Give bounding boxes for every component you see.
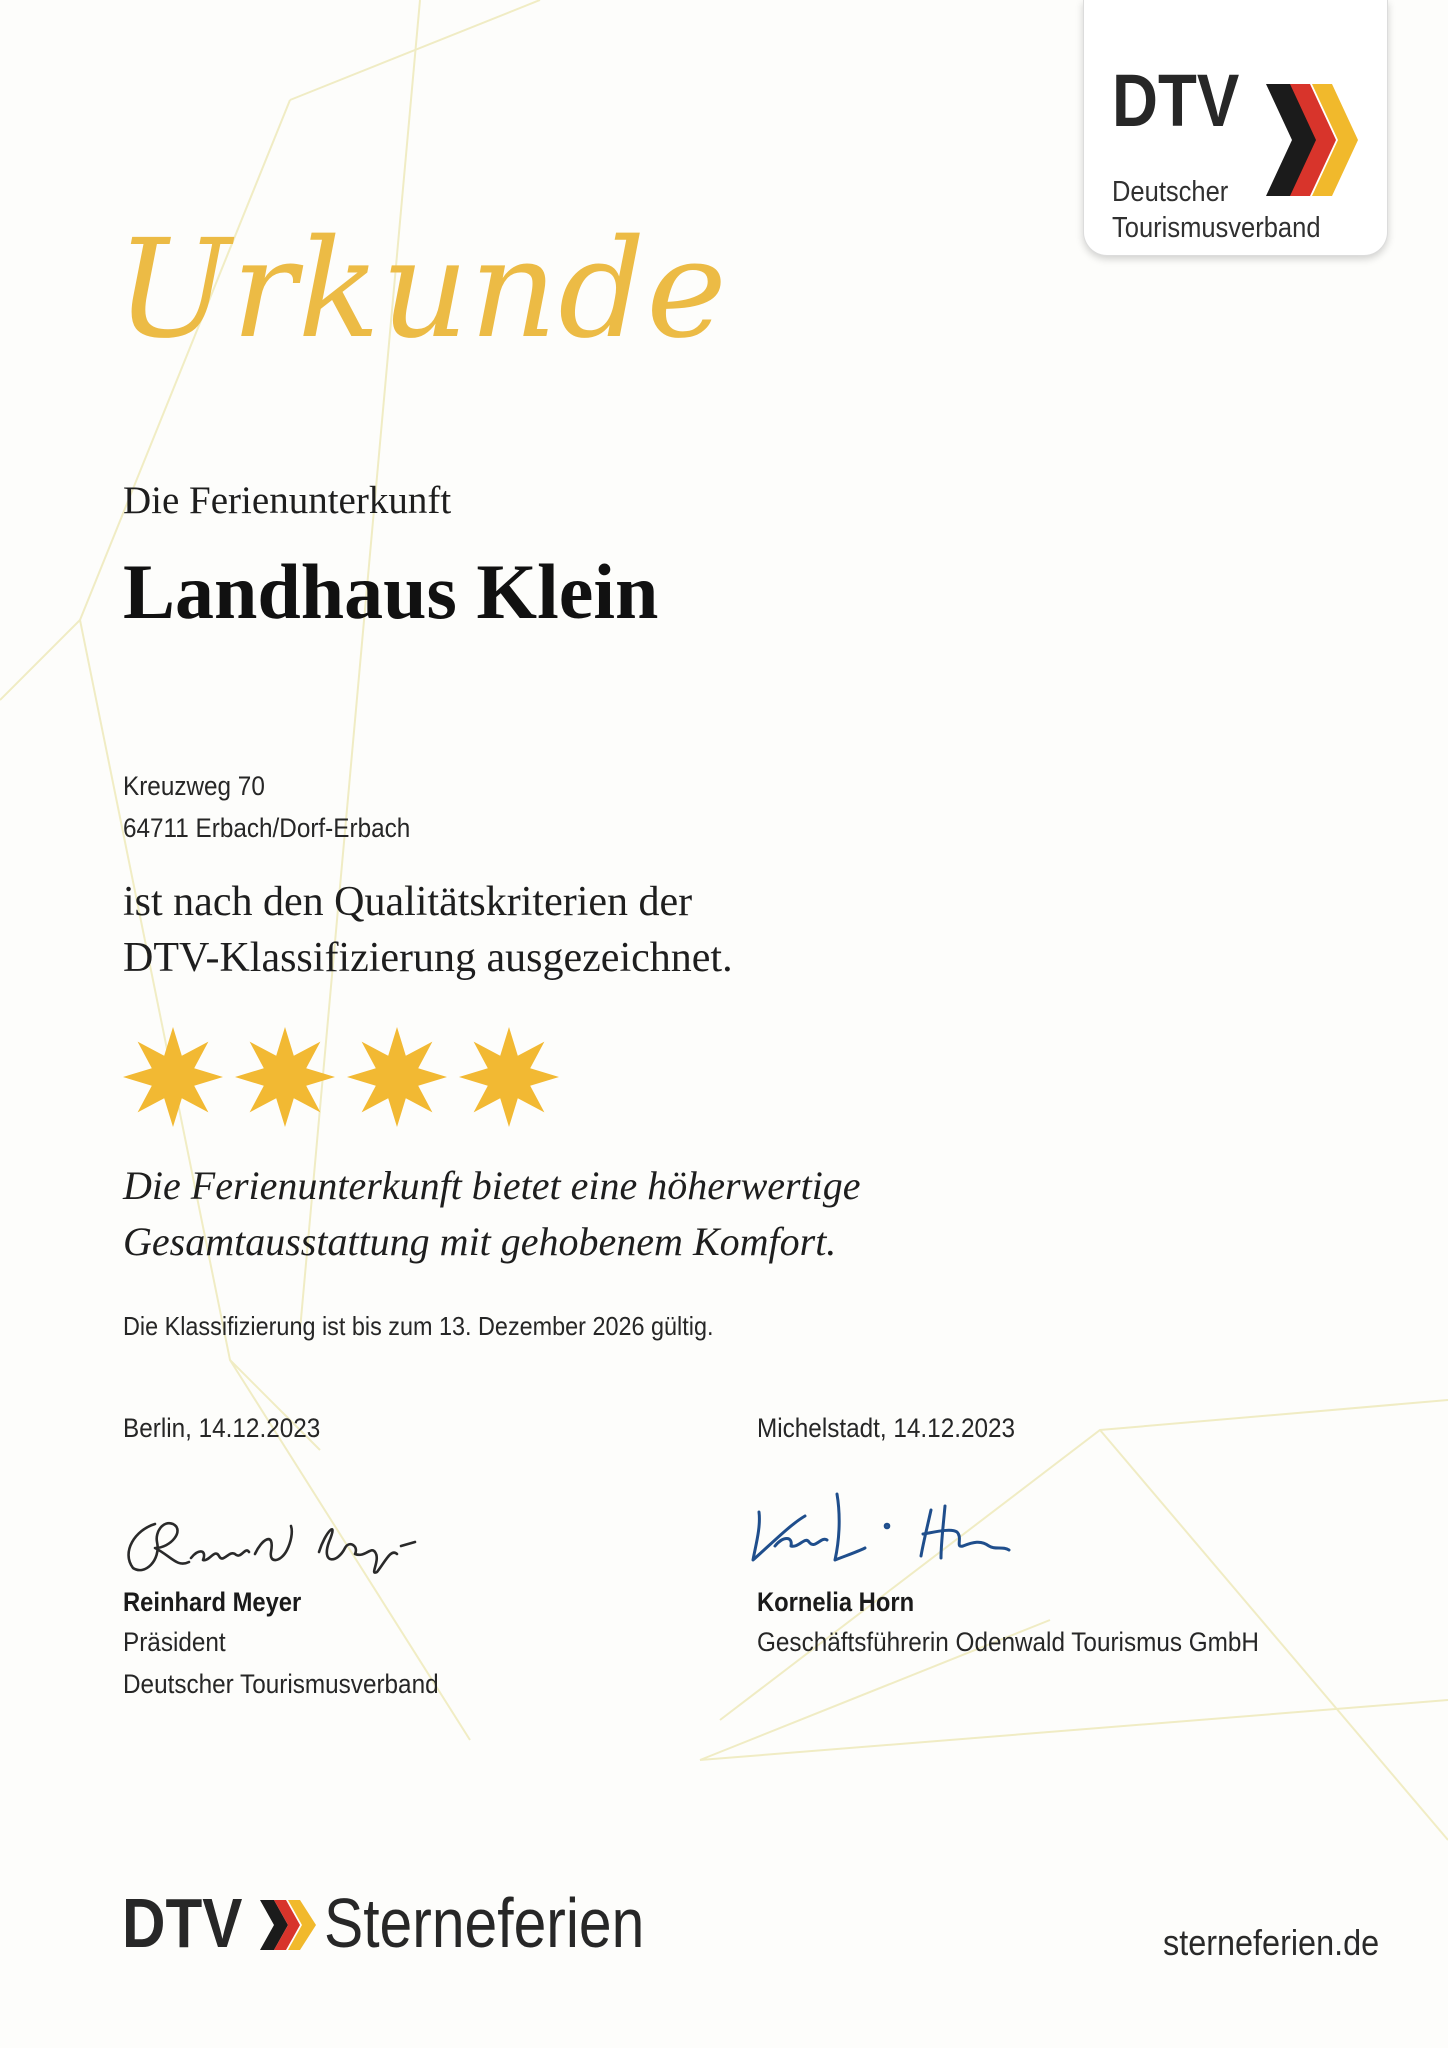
star-icon xyxy=(235,1027,335,1127)
footer-brand: Sterneferien xyxy=(324,1884,645,1962)
certificate-title: Urkunde xyxy=(116,211,728,369)
dtv-chevron-icon xyxy=(1262,76,1362,204)
property-name: Landhaus Klein xyxy=(123,548,659,635)
signer-role-left-2: Deutscher Tourismusverband xyxy=(123,1669,439,1699)
signer-name-left: Reinhard Meyer xyxy=(123,1587,302,1617)
address-street: Kreuzweg 70 xyxy=(123,771,265,801)
star-icon xyxy=(459,1027,559,1127)
dtv-badge-line1: Deutscher xyxy=(1112,176,1229,208)
signer-name-right: Kornelia Horn xyxy=(757,1587,915,1617)
signer-role-right: Geschäftsführerin Odenwald Tourismus GmbH xyxy=(757,1627,1259,1657)
footer-website[interactable]: sterneferien.de xyxy=(1163,1922,1380,1963)
place-date-right: Michelstadt, 14.12.2023 xyxy=(757,1413,1016,1443)
description-line2: Gesamtausstattung mit gehobenem Komfort. xyxy=(123,1219,837,1264)
dtv-badge-wordmark: DTV xyxy=(1112,59,1240,142)
intro-text: Die Ferienunterkunft xyxy=(123,479,452,522)
star-icon xyxy=(347,1027,447,1127)
footer-dtv-wordmark: DTV xyxy=(122,1884,243,1962)
dtv-badge xyxy=(1083,0,1388,256)
validity-note: Die Klassifizierung ist bis zum 13. Dezember 2026 gültig. xyxy=(123,1311,714,1341)
dtv-badge-line2: Tourismusverband xyxy=(1112,212,1321,244)
address-city: 64711 Erbach/Dorf-Erbach xyxy=(123,813,411,843)
signature-horn xyxy=(745,1488,1015,1568)
award-statement-line2: DTV-Klassifizierung ausgezeichnet. xyxy=(123,935,733,981)
footer-chevron-icon xyxy=(258,1896,320,1954)
star-rating xyxy=(118,1022,564,1132)
place-date-left: Berlin, 14.12.2023 xyxy=(123,1413,321,1443)
description-line1: Die Ferienunterkunft bietet eine höherwertige xyxy=(123,1163,861,1208)
signature-meyer xyxy=(115,1502,425,1582)
award-statement-line1: ist nach den Qualitätskriterien der xyxy=(123,879,693,925)
signer-role-left-1: Präsident xyxy=(123,1627,226,1657)
star-icon xyxy=(123,1027,223,1127)
